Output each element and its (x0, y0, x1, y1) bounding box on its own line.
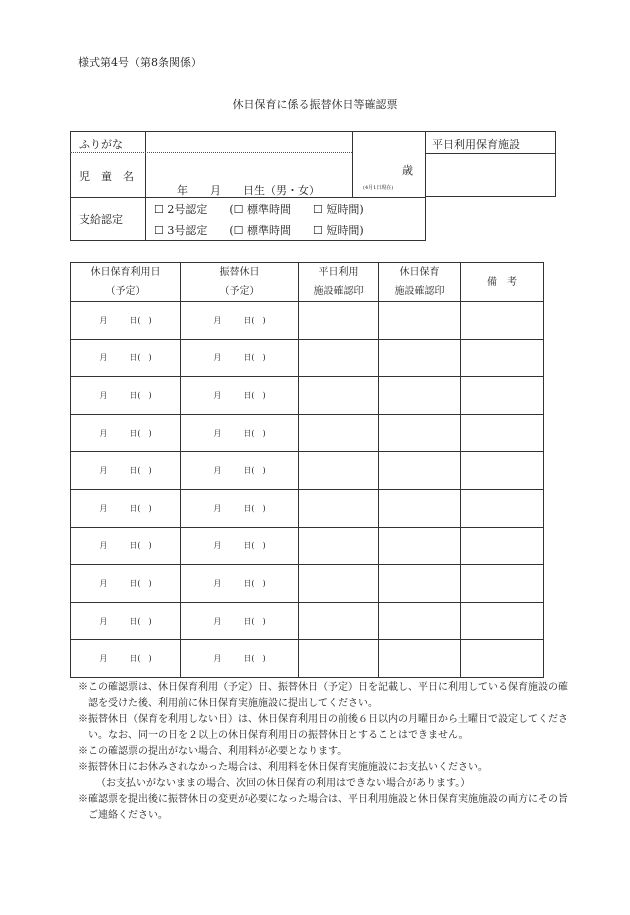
info-age-divider (352, 131, 353, 197)
cert-type-2[interactable]: ☐ 2号認定 (☐ 標準時間 ☐ 短時間) (154, 203, 364, 216)
weekday-stamp-cell[interactable] (299, 377, 379, 415)
holiday-date-cell[interactable] (71, 527, 181, 565)
month-label: 月 (213, 541, 222, 551)
day-label: 日( ) (243, 428, 266, 438)
substitute-date-cell[interactable] (181, 527, 299, 565)
table-row (71, 377, 544, 415)
month-label: 月 (213, 315, 222, 325)
remarks-cell[interactable] (461, 565, 544, 603)
month-label: 月 (99, 315, 108, 325)
month-label: 月 (213, 503, 222, 513)
info-border-left (70, 131, 71, 241)
info-facility-divider (425, 131, 426, 241)
day-label: 日( ) (243, 654, 266, 664)
holiday-stamp-cell[interactable] (379, 339, 461, 377)
day-label: 日( ) (129, 466, 152, 476)
weekday-stamp-cell[interactable] (299, 640, 379, 678)
table-row (71, 489, 544, 527)
note-4: ※振替休日にお休みされなかった場合は、利用料を休日保育実施施設にお支払いください。 (78, 762, 488, 773)
holiday-stamp-cell[interactable] (379, 527, 461, 565)
holiday-date-cell[interactable] (71, 452, 181, 490)
substitute-date-cell[interactable] (181, 565, 299, 603)
day-label: 日( ) (129, 353, 152, 363)
weekday-stamp-cell[interactable] (299, 339, 379, 377)
substitute-date-cell[interactable] (181, 377, 299, 415)
table-row (71, 339, 544, 377)
holiday-date-cell[interactable] (71, 339, 181, 377)
day-label: 日( ) (243, 466, 266, 476)
holiday-date-cell[interactable] (71, 302, 181, 340)
month-label: 月 (213, 466, 222, 476)
day-label: 日( ) (129, 503, 152, 513)
holiday-date-cell[interactable] (71, 602, 181, 640)
note-4-sub: （お支払いがないままの場合、次回の休日保育の利用はできない場合があります。） (96, 778, 471, 789)
header-remarks: 備 考 (461, 263, 544, 302)
day-label: 日( ) (243, 315, 266, 325)
weekday-stamp-cell[interactable] (299, 527, 379, 565)
table-row (71, 452, 544, 490)
holiday-stamp-cell[interactable] (379, 302, 461, 340)
weekday-stamp-cell[interactable] (299, 414, 379, 452)
table-row (71, 414, 544, 452)
info-furigana-line (70, 152, 352, 153)
weekday-stamp-cell[interactable] (299, 489, 379, 527)
substitute-date-cell[interactable] (181, 640, 299, 678)
month-label: 月 (213, 578, 222, 588)
holiday-stamp-cell[interactable] (379, 377, 461, 415)
table-row (71, 640, 544, 678)
holiday-date-cell[interactable] (71, 377, 181, 415)
header-weekday-stamp: 平日利用 施設確認印 (299, 263, 379, 302)
month-label: 月 (99, 541, 108, 551)
child-info-table (70, 131, 556, 241)
month-label: 月 (213, 353, 222, 363)
note-5: ※確認票を提出後に振替休日の変更が必要になった場合は、平日利用施設と休日保育実施施設の両方にその旨ご連絡ください。 (78, 794, 568, 821)
header-substitute-date: 振替休日 （予定） (181, 263, 299, 302)
info-facility-header-line (425, 153, 556, 154)
holiday-stamp-cell[interactable] (379, 452, 461, 490)
day-label: 日( ) (243, 541, 266, 551)
remarks-cell[interactable] (461, 452, 544, 490)
day-label: 日( ) (243, 353, 266, 363)
month-label: 月 (99, 578, 108, 588)
table-row (71, 527, 544, 565)
table-header-row (71, 263, 544, 302)
remarks-cell[interactable] (461, 339, 544, 377)
substitute-date-cell[interactable] (181, 414, 299, 452)
age-note: (4月1日現在) (363, 185, 394, 191)
note-3: ※この確認票の提出がない場合、利用料が必要となります。 (78, 746, 348, 757)
remarks-cell[interactable] (461, 302, 544, 340)
holiday-date-cell[interactable] (71, 489, 181, 527)
day-label: 日( ) (129, 428, 152, 438)
day-label: 日( ) (129, 541, 152, 551)
header-holiday-stamp: 休日保育 施設確認印 (379, 263, 461, 302)
cert-label: 支給認定 (79, 213, 123, 226)
birth-date-line: 年 月 日生（男・女） (177, 184, 320, 197)
holiday-stamp-cell[interactable] (379, 640, 461, 678)
info-border-right (555, 131, 556, 197)
remarks-cell[interactable] (461, 527, 544, 565)
table-row (71, 302, 544, 340)
day-label: 日( ) (243, 578, 266, 588)
note-2: ※振替休日（保育を利用しない日）は、休日保育利用日の前後６日以内の月曜日から土曜日で設定してください。なお、同一の日を２以上の休日保育利用日の振替休日とすることはできません。 (78, 714, 568, 741)
info-border-bottom-right (425, 196, 556, 197)
holiday-date-cell[interactable] (71, 565, 181, 603)
note-1: ※この確認票は、休日保育利用（予定）日、振替休日（予定）日を記載し、平日に利用している保育施設の確認を受けた後、利用前に休日保育実施施設に提出してください。 (78, 682, 568, 709)
day-label: 日( ) (243, 616, 266, 626)
weekday-stamp-cell[interactable] (299, 452, 379, 490)
day-label: 日( ) (129, 654, 152, 664)
substitute-date-cell[interactable] (181, 489, 299, 527)
holiday-date-cell[interactable] (71, 414, 181, 452)
month-label: 月 (99, 353, 108, 363)
age-unit: 歳 (402, 164, 413, 177)
cert-type-3[interactable]: ☐ 3号認定 (☐ 標準時間 ☐ 短時間) (154, 224, 364, 237)
month-label: 月 (99, 390, 108, 400)
month-label: 月 (99, 428, 108, 438)
weekday-stamp-cell[interactable] (299, 565, 379, 603)
notes (78, 680, 568, 824)
remarks-cell[interactable] (461, 377, 544, 415)
info-label-divider (145, 131, 146, 241)
info-border-bottom (70, 240, 425, 241)
header-holiday-date: 休日保育利用日 （予定） (71, 263, 181, 302)
remarks-cell[interactable] (461, 489, 544, 527)
month-label: 月 (213, 390, 222, 400)
day-label: 日( ) (129, 315, 152, 325)
weekday-stamp-cell[interactable] (299, 602, 379, 640)
info-border-top (70, 131, 556, 132)
child-name-label: 児 童 名 (79, 170, 134, 183)
table-row (71, 602, 544, 640)
holiday-stamp-cell[interactable] (379, 489, 461, 527)
substitute-date-cell[interactable] (181, 452, 299, 490)
holiday-stamp-cell[interactable] (379, 414, 461, 452)
facility-label: 平日利用保育施設 (432, 138, 520, 151)
month-label: 月 (213, 654, 222, 664)
form-title: 休日保育に係る振替休日等確認票 (232, 98, 398, 111)
remarks-cell[interactable] (461, 602, 544, 640)
month-label: 月 (99, 654, 108, 664)
month-label: 月 (213, 616, 222, 626)
month-label: 月 (99, 466, 108, 476)
form-number: 様式第4号（第8条関係） (78, 56, 202, 69)
weekday-stamp-cell[interactable] (299, 302, 379, 340)
table-row (71, 565, 544, 603)
schedule-table (70, 262, 544, 678)
holiday-stamp-cell[interactable] (379, 565, 461, 603)
remarks-cell[interactable] (461, 414, 544, 452)
day-label: 日( ) (243, 390, 266, 400)
remarks-cell[interactable] (461, 640, 544, 678)
day-label: 日( ) (243, 503, 266, 513)
day-label: 日( ) (129, 578, 152, 588)
substitute-date-cell[interactable] (181, 602, 299, 640)
month-label: 月 (99, 503, 108, 513)
substitute-date-cell[interactable] (181, 339, 299, 377)
holiday-date-cell[interactable] (71, 640, 181, 678)
month-label: 月 (99, 616, 108, 626)
day-label: 日( ) (129, 616, 152, 626)
furigana-label: ふりがな (79, 138, 123, 151)
substitute-date-cell[interactable] (181, 302, 299, 340)
holiday-stamp-cell[interactable] (379, 602, 461, 640)
month-label: 月 (213, 428, 222, 438)
day-label: 日( ) (129, 390, 152, 400)
